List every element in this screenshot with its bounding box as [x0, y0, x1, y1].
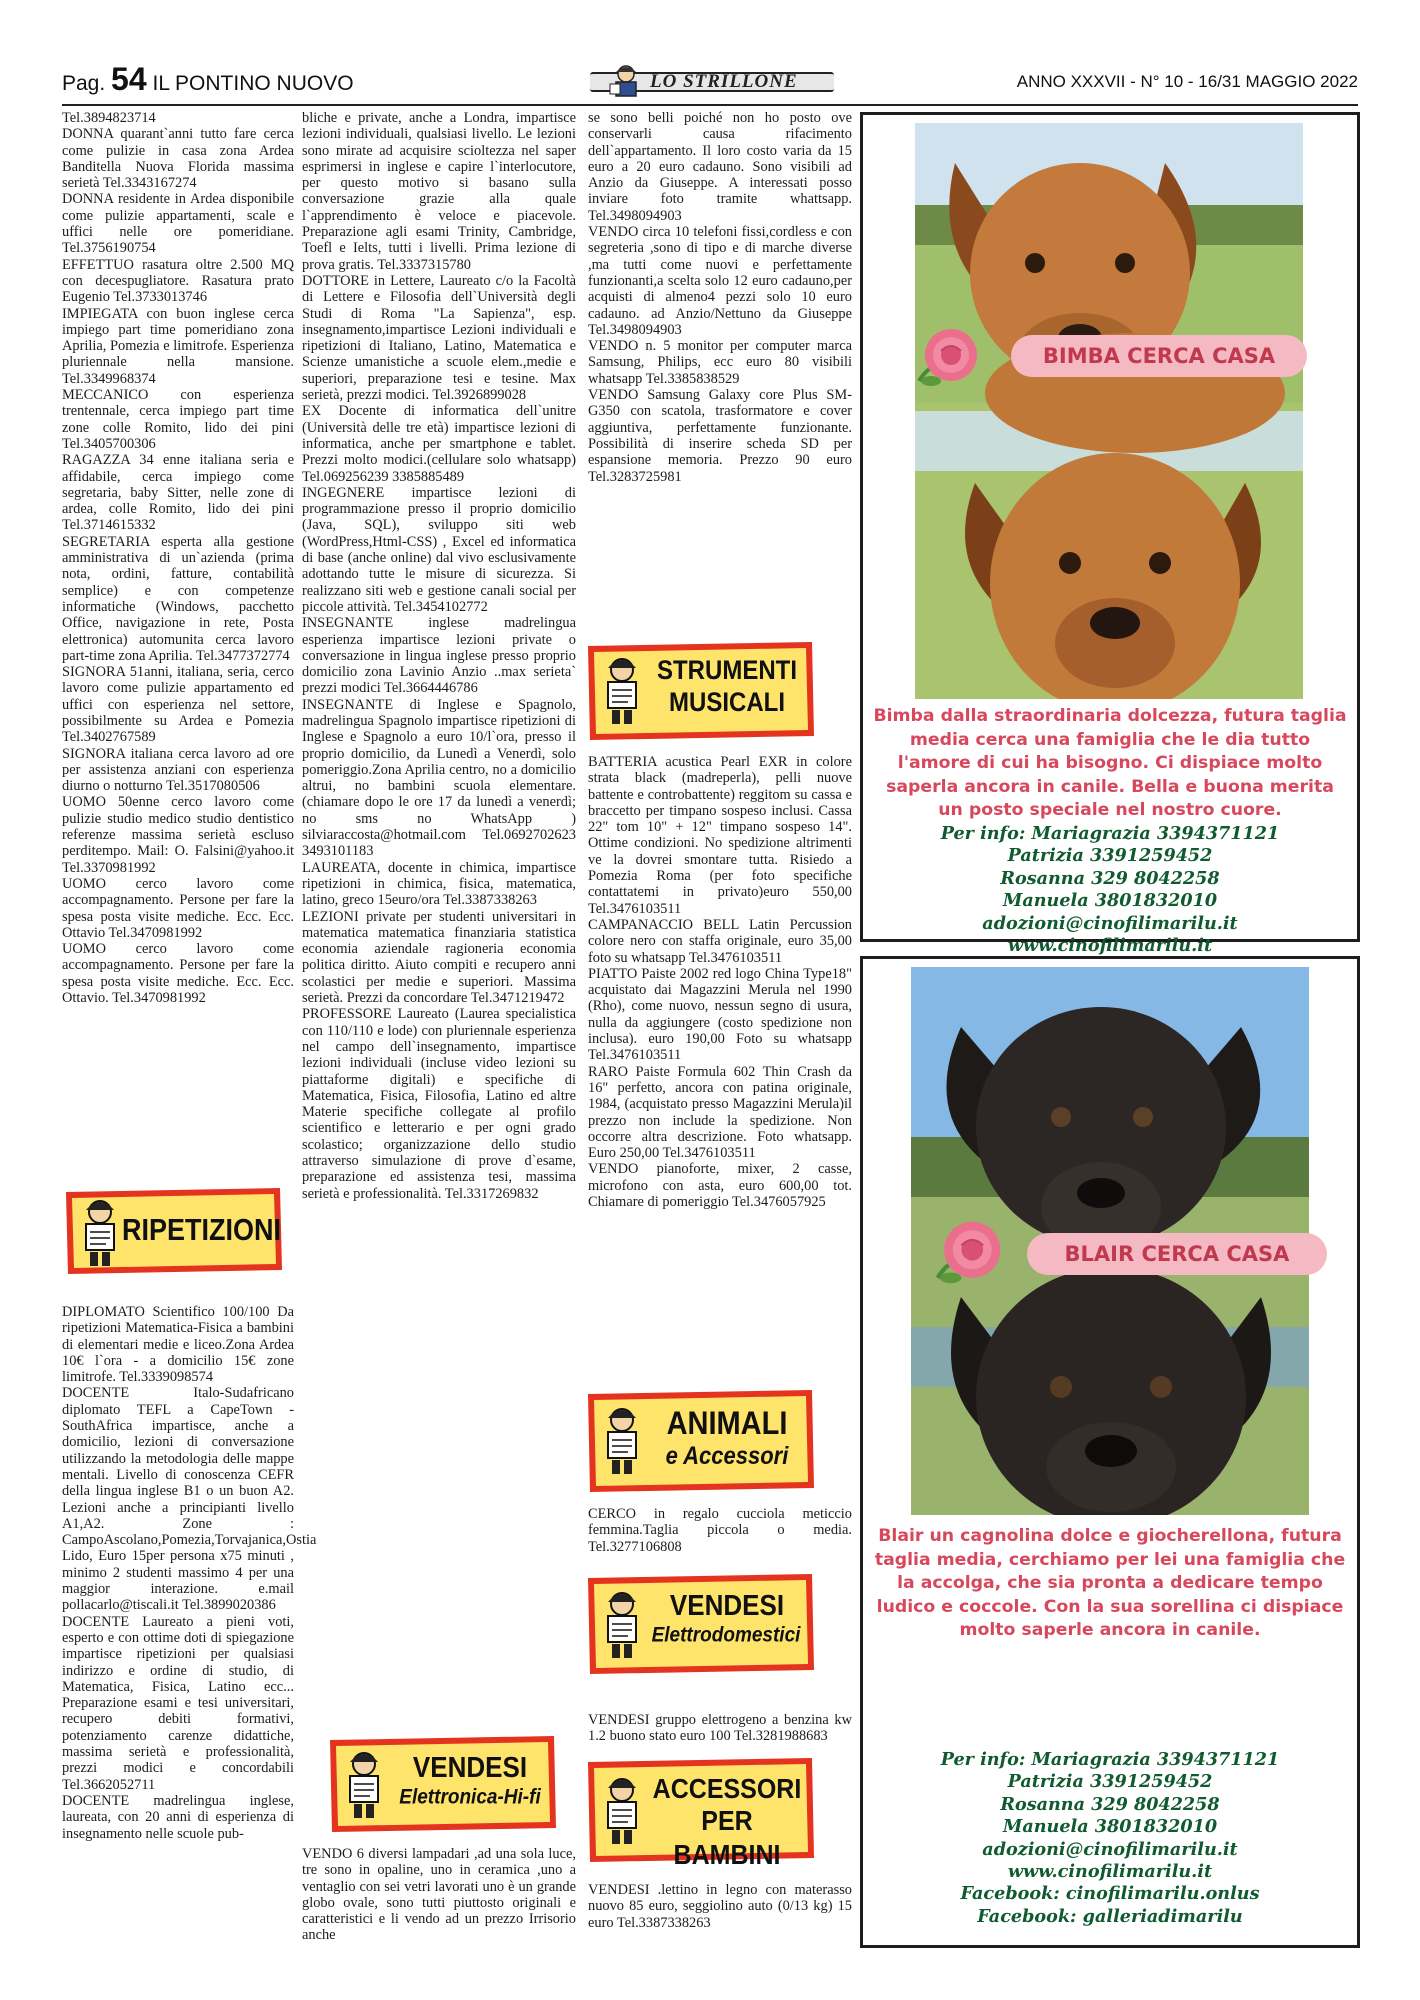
banner-accessori-bambini: [584, 1756, 816, 1871]
ad-item: SIGNORA 51anni, italiana, seria, cerco lavoro come pulizie appartamento ed uffici con esperienza nel settore, possibilmente su Ardea e Pomezia Tel.3402767589: [62, 664, 294, 746]
animali-ads: [588, 1506, 852, 1555]
newspaper-name: IL PONTINO NUOVO: [152, 72, 354, 95]
ad-item: DOTTORE in Lettere, Laureato c/o la Facoltà di Lettere e Filosofia dell`Università degli Studi di Roma "La Sapienza", esp. insegnamento,impartisce Lezioni individuali e ripetizioni di Italiano, Latino, Matematica e Scienze umanistiche a scuole elem.,medie e superiori, preparazione tesi e tesine. Max serietà, prezzi modici. Tel.3926899028: [302, 272, 576, 404]
header-rule: [62, 104, 1358, 106]
col3-ads: [588, 110, 852, 485]
rose-icon: [929, 1213, 1009, 1293]
banner-elettronica-hifi: [326, 1734, 558, 1834]
ad-item: VENDESI gruppo elettrogeno a benzina kw 1.2 buono stato euro 100 Tel.3281988683: [588, 1712, 852, 1745]
strillone-logo: [590, 62, 834, 100]
ad-item: VENDO n. 5 monitor per computer marca Samsung, Philips, ecc euro 80 visibili whatsapp Tel.3385838529: [588, 338, 852, 387]
ad-item: EX Docente di informatica dell`unitre (Università delle tre età) impartisce lezioni di informatica, anche per smartphone e tablet. Prezzi molto modici.(cellulare solo whatsapp) Tel.069256239 3385885489: [302, 403, 576, 485]
contact-line: Manuela 3801832010: [1002, 1816, 1218, 1838]
newsboy-mascot-icon: [598, 1406, 646, 1476]
ad-item: PIATTO Paiste 2002 red logo China Type18" acquistato dai Magazzini Merula nel 1990 (Rho), come nuovo, nessun segno di usura, nulla da aggiungere (costo spedizione non inclusa). euro 190,00 Foto su whatsapp Tel.3476103511: [588, 965, 852, 1064]
banner-title: ANIMALI: [666, 1406, 788, 1442]
banner-subtitle: MUSICALI: [669, 687, 785, 718]
contact-email[interactable]: adozioni@cinofilimarilu.it: [982, 1838, 1238, 1860]
newsboy-mascot-icon: [76, 1198, 124, 1268]
card-description: Blair un cagnolina dolce e giocherellona, futura taglia media, cerchiamo per lei una famiglia che la accolga, che sia pronta a dedicare tempo ludico e coccole. Con la sua sorellina ci dispiace molto saperle ancora in canile.: [874, 1526, 1346, 1640]
ad-item: se sono belli poiché non ho posto ove conservarli causa rifacimento dell`appartamento. Il loro costo varia da 15 euro a 20 euro cadauno. Sono visibili ad Anzio da Giuseppe. A interessati posso inviare foto tramite whattsapp. Tel.3498094903: [588, 110, 852, 224]
ad-item: RARO Paiste Formula 602 Thin Crash da 16" perfetto, ancora con patina originale, 1984, (acquistato presso Magazzini Merula)il prezzo non include la spedizione. Non occorre altra descrizione. Foto whatsapp. Euro 250,00 Tel.3476103511: [588, 1063, 852, 1162]
contact-line: Patrizia 3391259452: [1007, 1771, 1213, 1793]
ad-item: LAUREATA, docente in chimica, impartisce ripetizioni in chimica, fisica, matematica, latino, greco 15euro/ora Tel.3387338263: [302, 859, 576, 909]
ad-item: MECCANICO con esperienza trentennale, cerca impiego part time zone colle Romito, lido dei pini Tel.3405700306: [62, 387, 294, 452]
banner-subtitle: PER BAMBINI: [673, 1805, 781, 1871]
banner-title: VENDESI: [669, 1588, 785, 1622]
banner-title: VENDESI: [412, 1750, 528, 1784]
contact-line: Rosanna 329 8042258: [1000, 867, 1220, 889]
ripetizioni-ads-col2: [302, 110, 576, 1202]
ad-item: INSEGNANTE di Inglese e Spagnolo, madrelingua Spagnolo impartisce ripetizioni di Inglese e Spagnolo a euro 10/l`ora, presso il proprio domicilio, da Lunedì a Venerdì, solo pomeriggio.Zona Aprilia centro, no a domicilio altrui, no bambini scuola elementare. (chiamare dopo le ore 17 da lunedì a venerdì; no sms no WhatsApp ) silviaraccosta@hotmail.com Tel.0692702623 3493101183: [302, 696, 576, 860]
ad-item: IMPIEGATA con buon inglese cerca impiego part time pomeridiano zona Aprilia, Pomezia e limitrofe. Esperienza pluriennale nella mansione. Tel.3349968374: [62, 305, 294, 387]
ad-item: VENDO circa 10 telefoni fissi,cordless e con segreteria ,sono di tipo e di marche diverse ,ma tutti come nuovi e perfettamente funzionanti,a scelta solo 12 euro cadauno,per acquisti di almeno4 pezzi solo 10 euro cadauno. ad Anzio/Nettuno da Giuseppe Tel.3498094903: [588, 224, 852, 338]
newsboy-mascot-icon: [598, 1590, 646, 1660]
ad-item: VENDO 6 diversi lampadari ,ad una sola luce, tre sono in opaline, uno in ceramica ,uno a ventaglio con sei vetri lavorati uno è un grande globo ovale, sono tutti piuttosto originali e caratteristici e li vendo ad un prezzo Irrisorio anche: [302, 1846, 576, 1944]
page-folio: [62, 62, 354, 101]
ad-item: Tel.3894823714: [62, 110, 156, 126]
ad-item: UOMO cerco lavoro come accompagnamento. Persone per fare la spesa posta visite mediche. Ecc. Ecc. Ottavio. Tel.3470981992: [62, 941, 294, 1007]
rose-icon: [911, 321, 985, 395]
ad-item: EFFETTUO rasatura oltre 2.500 MQ con decespugliatore. Rasatura prato Eugenio Tel.3733013746: [62, 256, 294, 306]
ad-item: VENDO pianoforte, mixer, 2 casse, microfono con asta, euro 600,00 tot. Chiamare di pomeriggio Tel.3476057925: [588, 1161, 852, 1211]
contact-line: Per info: Mariagrazia 3394371121: [940, 823, 1280, 844]
banner-title: STRUMENTI: [657, 655, 797, 686]
ad-item: SIGNORA italiana cerca lavoro ad ore per assistenza anziani con esperienza diurno o notturno Tel.3517080506: [62, 745, 294, 795]
adoption-card-blair: [860, 956, 1360, 1948]
contact-line: Per info: Mariagrazia 3394371121: [940, 1749, 1280, 1770]
ad-item: DOCENTE Laureato a pieni voti, esperto e con ottime doti di spiegazione impartisce ripetizioni per qualsiasi indirizzo e ordine di studio, di Matematica, Fisica, Latino ecc... Preparazione esami e tesi universitari, recupero debiti formativi, potenziamento carenze didattiche, massima serietà e professionalità, prezzi modici e concordabili Tel.3662052711: [62, 1613, 294, 1793]
ad-item: LEZIONI private per studenti universitari in matematica matematica finanziaria statistica economia aziendale ragioneria economia politica diritto. Aiuto compiti e recupero anni scolastici per medie e superiori. Massima serietà. Prezzi da concordare Tel.3471219472: [302, 908, 576, 1007]
ad-item: DOCENTE madrelingua inglese, laureata, con 20 anni di esperienza di insegnamento nelle scuole pub-: [62, 1792, 294, 1842]
ad-item: DONNA quarant`anni tutto fare cerca come pulizie in casa zona Ardea Banditella Nuova Florida massima serietà Tel.3343167274: [62, 126, 294, 192]
ad-item: BATTERIA acustica Pearl EXR in colore strata black (madreperla), pelli nuove battente e controbattente) reggitom su cassa e braccetto per timpano sospeso inclusi. Cassa 22" tom 10" + 12" timpano sospeso 14". Ottime condizioni. No spedizione altrimenti ve la dovrei smontare tutta. Risiedo a Pomezia Roma (per foto specifiche contattatemi in privato)euro 550,00 Tel.3476103511: [588, 754, 852, 917]
ad-item: DONNA residente in Ardea disponibile come pulizie appartamenti, scale e uffici nelle ore pomeridiane. Tel.3756190754: [62, 191, 294, 257]
card-title: BLAIR CERCA CASA: [1027, 1233, 1327, 1275]
logo-text: LO STRILLONE: [650, 71, 798, 92]
newsboy-mascot-icon: [598, 656, 646, 726]
contact-website[interactable]: www.cinofilimarilu.it: [1007, 1861, 1213, 1883]
contact-website[interactable]: www.cinofilimarilu.it: [1007, 935, 1213, 957]
issue-info: ANNO XXXVII - N° 10 - 16/31 MAGGIO 2022: [1016, 72, 1358, 91]
hifi-ads: [302, 1846, 576, 1944]
banner-subtitle: e Accessori: [665, 1441, 789, 1470]
ad-item: UOMO 50enne cerco lavoro come pulizie studio medico studio dentistico referenze massima serietà escluso perditempo. Mail: O. Falsini@yahoo.it Tel.3370981992: [62, 794, 294, 876]
ripetizioni-ads-col1: [62, 1304, 317, 1842]
adoption-card-bimba: [860, 112, 1360, 957]
strumenti-ads: [588, 754, 852, 1210]
ad-item: DOCENTE Italo-Sudafricano diplomato TEFL a CapeTown -SouthAfrica impartisce, anche a domicilio, lezioni di conversazione utilizzando la metodologia delle mappe mentali. Livello di conoscenza CEFR della lingua inglese B1 o un buon A2. Lezioni anche a principianti livello A1,A2. Zone : CampoAscolano,Pomezia,Torvajanica,Ostia Lido, Euro 15per persona x75 minuti , minimo 2 studenti massimo 4 per una maggior interazione. e.mail pollacarlo@tiscali.it Tel.3899020386: [62, 1385, 317, 1614]
banner-title: RIPETIZIONI: [122, 1213, 282, 1247]
ad-item: INGEGNERE impartisce lezioni di programmazione presso il proprio domicilio (Java, SQL), sviluppo siti web (WordPress,Html-CSS) , Excel ed informatica di base (anche online) dal vivo esclusivamente adottando tutte le misure di sicurezza. Si realizzano siti web e gestione canali social per piccole attività. Tel.3454102772: [302, 484, 576, 615]
bambini-ads: [588, 1882, 852, 1931]
card-title: BIMBA CERCA CASA: [1011, 335, 1307, 377]
ad-item: PROFESSORE Laureato (Laurea specialistica con 110/110 e lode) con pluriennale esperienza nel campo dell`insegnamento, impartisce lezioni individuali (incluse video lezioni su piattaforme digitali) e specifiche di Matematica, Fisica, Filosofia, Latino ed altre Materie specifiche collegate al profilo scientifico e letterario e per ogni grado scolastico; organizzazione dello studio attraverso simulazione di prove d`esame, preparazione ed assistenza tesi, massima serietà e professionalità. Tel.3317269832: [302, 1006, 576, 1202]
banner-animali: [584, 1388, 816, 1494]
newsboy-mascot-icon: [608, 64, 644, 98]
dog-photo-icon: [915, 123, 1303, 699]
ad-item: CAMPANACCIO BELL Latin Percussion colore nero con staffa originale, euro 35,00 foto su whatsapp Tel.3476103511: [588, 916, 852, 966]
ad-item: bliche e private, anche a Londra, impartisce lezioni individuali, qualsiasi livello. Le lezioni sono mirate ad acquisire scioltezza nel saper esprimersi in inglese e capire l`interlocutore, per questo motivo si basano sulla conversazione grazie alla quale l`apprendimento è veloce e piacevole. Preparazione agli esami Trinity, Cambridge, Toefl e Ielts, tutti i livelli. Prima lezione di prova gratis. Tel.3337315780: [302, 110, 576, 273]
page-header: [62, 62, 1358, 102]
page-prefix: Pag.: [62, 72, 106, 95]
col1-ads: [62, 110, 294, 1006]
contact-facebook[interactable]: Facebook: cinofilimarilu.onlus: [960, 1883, 1260, 1905]
newsboy-mascot-icon: [340, 1750, 388, 1820]
ad-item: SEGRETARIA esperta alla gestione amministrativa di un`azienda (prima nota, ordini, fatture, contabilità semplice) e con competenze informatiche (Windows, pacchetto Office, navigazione in rete, Posta elettronica) automunita cerca lavoro part-time zona Aprilia. Tel.3477372774: [62, 533, 294, 664]
banner-ripetizioni: [62, 1186, 284, 1276]
banner-elettrodomestici: [584, 1572, 816, 1676]
ad-item: DIPLOMATO Scientifico 100/100 Da ripetizioni Matematica-Fisica a bambini di elementari medie e liceo.Zona Ardea 10€ l`ora - a domicilio 15€ zone limitrofe. Tel.3339098574: [62, 1304, 294, 1386]
card-description: Bimba dalla straordinaria dolcezza, futura taglia media cerca una famiglia che le dia tutto l'amore di cui ha bisogno. Ci dispiace molto saperla ancora in canile. Bella e buona merita un posto speciale nel nostro cuore.: [873, 706, 1347, 820]
contact-line: Patrizia 3391259452: [1007, 845, 1213, 867]
banner-strumenti-musicali: [584, 640, 816, 742]
contact-line: Rosanna 329 8042258: [1000, 1793, 1220, 1815]
ad-item: UOMO cerco lavoro come accompagnamento. Persone per fare la spesa posta visite mediche. Ecc. Ecc. Ottavio Tel.3470981992: [62, 875, 294, 941]
page-number: 54: [111, 61, 147, 97]
ad-item: CERCO in regalo cucciola meticcio femmina.Taglia piccola o media. Tel.3277106808: [588, 1506, 852, 1555]
contact-email[interactable]: adozioni@cinofilimarilu.it: [982, 912, 1238, 934]
newsboy-mascot-icon: [598, 1776, 646, 1846]
card-contacts: [873, 1749, 1347, 1928]
ad-item: VENDO Samsung Galaxy core Plus SM-G350 con scatola, trasformatore e cover aggiuntiva, perfettamente funzionante. Possibilità di inserire scheda SD per espansione memoria. Prezzo 90 euro Tel.3283725981: [588, 387, 852, 485]
ad-item: VENDESI .lettino in legno con materasso nuovo 85 euro, seggiolino auto (0/13 kg) 15 euro Tel.3387338263: [588, 1882, 852, 1931]
ad-item: RAGAZZA 34 enne italiana seria e affidabile, cerca impiego come segretaria, baby Sitter, nelle zone di ardea, colle Romito, lido dei pini Tel.3714615332: [62, 452, 294, 534]
banner-title: ACCESSORI: [652, 1773, 802, 1805]
banner-subtitle: Elettrodomestici: [651, 1623, 801, 1648]
ad-item: INSEGNANTE inglese madrelingua esperienza impartisce lezioni private o conversazione in lingua inglese presso proprio domicilio zona Lavinio Anzio ..max serieta` prezzi modici Tel.3664446786: [302, 615, 576, 697]
dog-photo-bimba: [915, 123, 1303, 699]
contact-facebook[interactable]: Facebook: galleriadimarilu: [977, 1905, 1243, 1927]
banner-subtitle: Elettronica-Hi-fi: [399, 1785, 541, 1810]
elettrodomestici-ads: [588, 1712, 852, 1745]
contact-line: Manuela 3801832010: [1002, 890, 1218, 912]
